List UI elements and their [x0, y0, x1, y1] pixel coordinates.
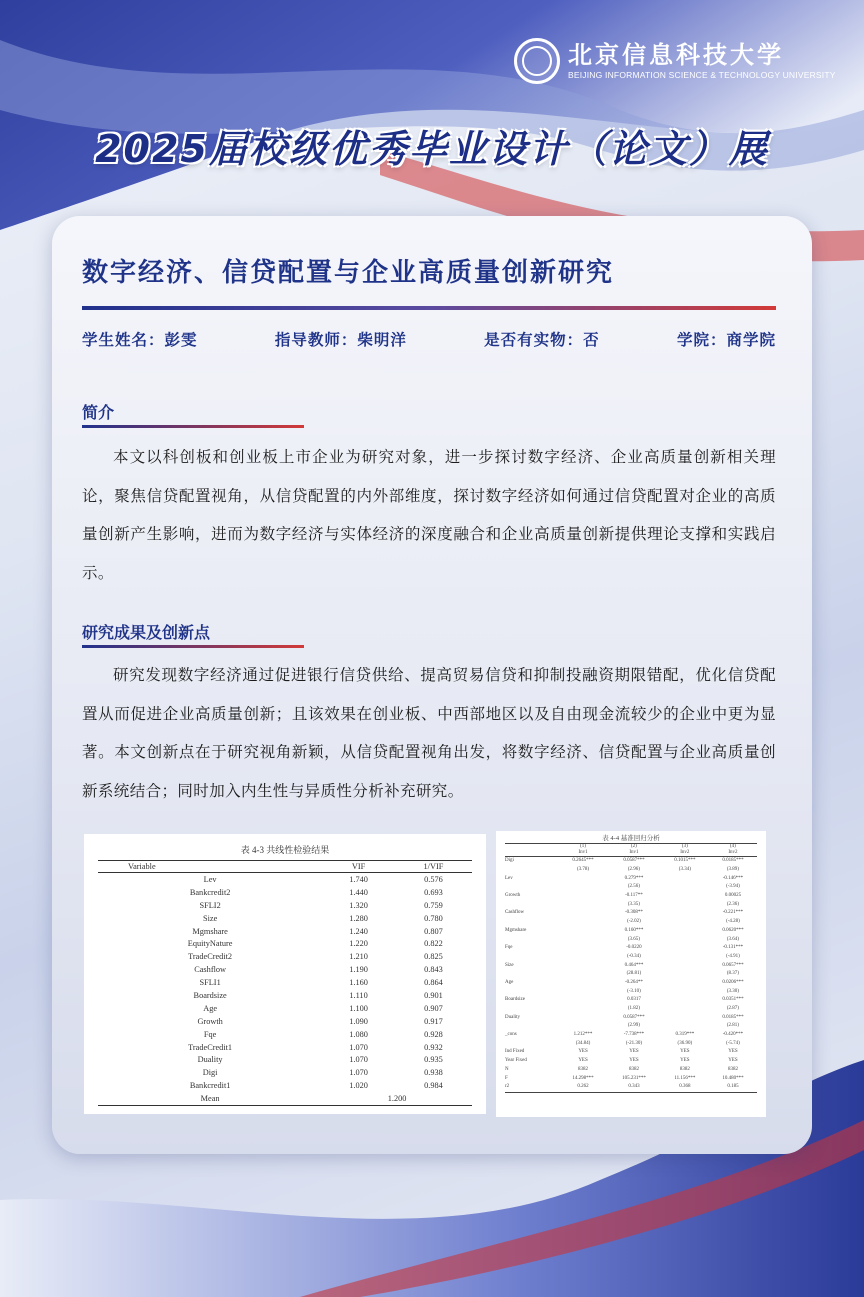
vif-table-mean-row: [98, 1092, 472, 1105]
regression-table-row: [505, 900, 757, 909]
vif-table-cell: 1.190: [349, 965, 368, 975]
regression-table-cell: (3.64): [726, 936, 739, 942]
title-rule: [82, 306, 776, 310]
vif-table-row: [98, 937, 472, 950]
vif-table-cell: 0.759: [424, 900, 443, 910]
regression-table-cell: [661, 883, 709, 892]
vif-table-row: [98, 925, 472, 938]
regression-table-cell: N: [505, 1066, 509, 1072]
regression-table-cell: [559, 961, 607, 970]
vif-table-cell: 1.320: [349, 900, 368, 910]
regression-col-name: Inv1: [607, 850, 661, 857]
regression-table-cell: [559, 970, 607, 979]
regression-table-cell: (3.65): [627, 936, 640, 942]
regression-table-cell: [661, 1005, 709, 1014]
regression-col-number: (3): [661, 844, 709, 851]
regression-table-cell: -0.264**: [624, 979, 643, 985]
regression-table-cell: 0.0587***: [623, 858, 645, 864]
regression-table-cell: 0.262: [559, 1083, 607, 1092]
vif-table-cell: Duality: [197, 1055, 223, 1065]
regression-table-cell: Duality: [505, 1014, 520, 1020]
regression-table-cell: (-3.94): [726, 884, 740, 890]
regression-table-cell: 0.0185***: [722, 858, 744, 864]
regression-table-cell: 0.343: [607, 1083, 661, 1092]
regression-table-cell: [505, 1039, 559, 1048]
vif-mean-label: Mean: [98, 1092, 322, 1105]
vif-col-header: VIF: [322, 861, 395, 873]
regression-table-cell: Year Fixed: [505, 1058, 527, 1064]
vif-table-row: [98, 976, 472, 989]
regression-table-cell: 8382: [578, 1066, 589, 1072]
vif-table-figure: [84, 834, 486, 1114]
regression-table-cell: 0.185: [709, 1083, 757, 1092]
vif-table-cell: 0.693: [424, 887, 443, 897]
regression-table-cell: [505, 935, 559, 944]
regression-table-cell: 14.298***: [572, 1075, 594, 1081]
regression-table-cell: 105.231***: [622, 1075, 646, 1081]
regression-table: [505, 843, 757, 1093]
university-name-cn: 北京信息科技大学: [568, 40, 784, 69]
regression-table-cell: [559, 874, 607, 883]
university-seal-icon: [514, 38, 560, 84]
vif-table-cell: SFLI2: [199, 900, 221, 910]
regression-table-cell: 0.1015***: [674, 858, 696, 864]
regression-table-cell: [661, 979, 709, 988]
regression-table-cell: [559, 935, 607, 944]
vif-table-cell: 1.070: [349, 1055, 368, 1065]
intro-paragraph: 本文以科创板和创业板上市企业为研究对象，进一步探讨数字经济、企业高质量创新相关理论，聚焦信贷配置视角，从信贷配置的内外部维度，探讨数字经济如何通过信贷配置对企业的高质量创新产生影响，进而为数字经济与实体经济的深度融合和企业高质量创新提供理论支撑和实践启示。: [82, 448, 776, 582]
regression-table-row: [505, 996, 757, 1005]
vif-table-cell: Boardsize: [193, 990, 227, 1000]
regression-table-cell: [559, 1022, 607, 1031]
regression-table-cell: YES: [728, 1058, 738, 1064]
results-paragraph: 研究发现数字经济通过促进银行信贷供给、提高贸易信贷和抑制投融资期限错配，优化信贷配置从而促进企业高质量创新；且该效果在创业板、中西部地区以及自由现金流较少的企业中更为显著。本文创新点在于研究视角新颖，从信贷配置视角出发，将数字经济、信贷配置与企业高质量创新系统结合；同时加入内生性与异质性分析补充研究。: [82, 666, 776, 800]
regression-table-cell: [559, 883, 607, 892]
regression-table-cell: -0.420***: [722, 1032, 744, 1038]
regression-table-row: [505, 970, 757, 979]
regression-table-cell: [559, 996, 607, 1005]
regression-table-cell: [661, 953, 709, 962]
regression-table-row: [505, 935, 757, 944]
vif-table-cell: 0.928: [424, 1029, 443, 1039]
regression-table-cell: [661, 892, 709, 901]
regression-table-cell: (-21.30): [625, 1040, 643, 1046]
regression-table-cell: -0.0220: [626, 945, 642, 951]
regression-table-cell: Age: [505, 979, 514, 985]
paper-title: 数字经济、信贷配置与企业高质量创新研究: [82, 258, 615, 288]
regression-table-cell: -0.221***: [722, 910, 744, 916]
vif-table-cell: 0.576: [424, 874, 443, 884]
regression-table-row: [505, 961, 757, 970]
meta-row: [82, 328, 776, 350]
regression-table-cell: _cons: [505, 1032, 517, 1038]
regression-table-cell: 0.160***: [624, 927, 644, 933]
vif-table-cell: 1.070: [349, 1068, 368, 1078]
regression-col-name: Inv2: [661, 850, 709, 857]
regression-table-cell: Mgmshare: [505, 927, 527, 933]
regression-table-row: [505, 918, 757, 927]
vif-table-cell: 1.020: [349, 1081, 368, 1091]
vif-table-cell: Mgmshare: [192, 926, 228, 936]
vif-table-row: [98, 989, 472, 1002]
regression-col-name: Inv2: [709, 850, 757, 857]
regression-table-figure: [496, 831, 766, 1117]
regression-table-cell: [661, 1013, 709, 1022]
regression-table-cell: [505, 1005, 559, 1014]
regression-table-cell: 0.0657***: [722, 962, 744, 968]
vif-table-cell: TradeCredit1: [188, 1042, 233, 1052]
vif-table-cell: 1.210: [349, 952, 368, 962]
regression-table-cell: 0.368: [661, 1083, 709, 1092]
regression-table-cell: [559, 909, 607, 918]
vif-table-cell: Digi: [202, 1068, 218, 1078]
regression-table-cell: [559, 1005, 607, 1014]
regression-table-cell: (2.56): [627, 884, 640, 890]
regression-table-cell: YES: [629, 1049, 639, 1055]
vif-table-cell: Cashflow: [194, 965, 227, 975]
regression-col-name: Inv1: [559, 850, 607, 857]
regression-table-cell: 1.212***: [573, 1032, 593, 1038]
regression-table-row: [505, 1031, 757, 1040]
regression-table-cell: (-0.34): [627, 953, 641, 959]
regression-col-number: (2): [607, 844, 661, 851]
regression-table-row: [505, 987, 757, 996]
regression-table-cell: [661, 874, 709, 883]
regression-table-row: [505, 1022, 757, 1031]
regression-table-cell: -7.738***: [623, 1032, 645, 1038]
regression-table-cell: -0.146***: [722, 875, 744, 881]
regression-table-row: [505, 874, 757, 883]
vif-table-cell: Lev: [203, 874, 217, 884]
vif-table-row: [98, 912, 472, 925]
vif-table-cell: 1.100: [349, 1003, 368, 1013]
vif-table-cell: 1.740: [349, 874, 368, 884]
regression-table-cell: [661, 927, 709, 936]
vif-table-row: [98, 1002, 472, 1015]
vif-table-cell: 1.280: [349, 913, 368, 923]
regression-table-row: [505, 857, 757, 866]
vif-table-cell: 0.843: [424, 965, 443, 975]
results-rule: [82, 645, 304, 648]
regression-table-cell: (3.30): [726, 988, 739, 994]
regression-table-cell: 8382: [679, 1066, 690, 1072]
regression-table-cell: Growth: [505, 893, 521, 899]
regression-table-cell: [661, 961, 709, 970]
vif-table-row: [98, 873, 472, 886]
regression-table-row: [505, 1039, 757, 1048]
regression-table-cell: (2.81): [726, 1023, 739, 1029]
vif-table-row: [98, 1015, 472, 1028]
regression-table-row: [505, 927, 757, 936]
vif-table-cell: 1.080: [349, 1029, 368, 1039]
regression-table-cell: YES: [680, 1058, 690, 1064]
regression-table-cell: (3.35): [627, 901, 640, 907]
vif-table-cell: 1.240: [349, 926, 368, 936]
regression-table-cell: YES: [680, 1049, 690, 1055]
intro-rule: [82, 425, 304, 428]
regression-table-cell: 0.0206***: [722, 979, 744, 985]
regression-table-cell: 0.0620***: [722, 927, 744, 933]
regression-table-cell: (8.37): [726, 971, 739, 977]
vif-table-cell: SFLI1: [199, 978, 221, 988]
regression-table-cell: (2.87): [726, 1006, 739, 1012]
regression-table-cell: (2.96): [627, 867, 640, 873]
vif-table-cell: 0.901: [424, 990, 443, 1000]
regression-table-cell: -0.117**: [625, 893, 643, 899]
regression-table-cell: 0.464***: [624, 962, 644, 968]
physical-item: 是否有实物：否: [484, 331, 600, 349]
regression-table-cell: (36.90): [677, 1040, 693, 1046]
regression-table-cell: Size: [505, 962, 514, 968]
regression-table-row: [505, 1048, 757, 1057]
vif-table-cell: Size: [202, 913, 218, 923]
regression-table-cell: [505, 970, 559, 979]
regression-table-cell: [559, 987, 607, 996]
regression-table-cell: (-5.74): [726, 1040, 740, 1046]
vif-table-cell: EquityNature: [187, 939, 233, 949]
regression-table-cell: [505, 900, 559, 909]
vif-table-row: [98, 1079, 472, 1092]
vif-table-row: [98, 950, 472, 963]
regression-table-cell: [505, 1022, 559, 1031]
regression-table-cell: [505, 866, 559, 875]
regression-table-cell: [661, 944, 709, 953]
vif-table-cell: Age: [203, 1003, 218, 1013]
vif-table-cell: 1.160: [349, 978, 368, 988]
regression-table-cell: r2: [505, 1083, 559, 1092]
vif-table-cell: 1.440: [349, 887, 368, 897]
regression-col-number: (4): [709, 844, 757, 851]
regression-table-row: [505, 1066, 757, 1075]
regression-table-cell: 0.00025: [724, 893, 742, 899]
vif-table-row: [98, 1053, 472, 1066]
regression-table-cell: [559, 944, 607, 953]
regression-table-cell: (3.78): [576, 867, 590, 873]
regression-table-cell: 8382: [628, 1066, 639, 1072]
vif-col-header: Variable: [98, 861, 322, 873]
vif-table-cell: 0.907: [424, 1003, 443, 1013]
regression-table-cell: 0.319***: [675, 1032, 695, 1038]
regression-table-row: [505, 944, 757, 953]
vif-table-row: [98, 1066, 472, 1079]
regression-table-row: [505, 1083, 757, 1092]
regression-table-cell: [661, 970, 709, 979]
regression-table-cell: (2.99): [627, 1023, 640, 1029]
vif-table-cell: 1.220: [349, 939, 368, 949]
regression-table-cell: [559, 892, 607, 901]
vif-table-cell: Bankcredit2: [189, 887, 231, 897]
vif-table-cell: 0.825: [424, 952, 443, 962]
vif-mean-value: 1.200: [322, 1092, 472, 1105]
regression-table-cell: -0.308**: [624, 910, 643, 916]
university-name-en: BEIJING INFORMATION SCIENCE & TECHNOLOGY UNIVERSITY: [568, 70, 836, 80]
regression-table-cell: [661, 935, 709, 944]
regression-table-cell: [559, 953, 607, 962]
regression-table-cell: Lev: [505, 875, 513, 881]
regression-table-cell: [505, 883, 559, 892]
vif-table-cell: 0.864: [424, 978, 443, 988]
regression-table-cell: 0.0185***: [722, 1014, 744, 1020]
intro-heading: 简介: [82, 403, 115, 422]
regression-table-cell: [559, 927, 607, 936]
regression-table-cell: 0.0317: [627, 997, 641, 1003]
regression-table-row: [505, 1057, 757, 1066]
regression-table-cell: (3.34): [678, 867, 691, 873]
vif-table-row: [98, 899, 472, 912]
regression-table-cell: F: [505, 1075, 508, 1081]
regression-table-cell: Cashflow: [505, 910, 525, 916]
vif-table-cell: 0.780: [424, 913, 443, 923]
vif-table-row: [98, 1041, 472, 1054]
regression-table-cell: 0.2645***: [572, 858, 594, 864]
regression-table-cell: (-4.28): [726, 919, 740, 925]
vif-table-cell: 1.070: [349, 1042, 368, 1052]
exhibition-banner: 2025届校级优秀毕业设计（论文）展: [95, 127, 769, 171]
student-name: 学生姓名：彭雯: [82, 331, 198, 349]
university-logo: [514, 38, 836, 84]
vif-table-cell: 0.917: [424, 1016, 443, 1026]
vif-col-header: 1/VIF: [395, 861, 472, 873]
regression-table-cell: YES: [578, 1058, 588, 1064]
regression-table-cell: 11.156***: [674, 1075, 696, 1081]
regression-table-cell: [661, 1022, 709, 1031]
regression-table-cell: 0.279***: [624, 875, 644, 881]
vif-table-cell: 1.110: [349, 990, 368, 1000]
vif-table-cell: 0.938: [424, 1068, 443, 1078]
regression-table-cell: [505, 953, 559, 962]
regression-table-cell: Digi: [505, 858, 514, 864]
regression-table-cell: (-3.10): [627, 988, 641, 994]
regression-table-row: [505, 892, 757, 901]
regression-table-row: [505, 866, 757, 875]
regression-table-cell: [505, 918, 559, 927]
regression-table-cell: YES: [578, 1049, 588, 1055]
regression-table-row: [505, 883, 757, 892]
vif-table-cell: 0.984: [424, 1081, 443, 1091]
regression-table-cell: (34.84): [575, 1040, 591, 1046]
vif-table-row: [98, 886, 472, 899]
regression-table-cell: [661, 918, 709, 927]
regression-table-cell: [661, 909, 709, 918]
regression-table-cell: (1.82): [627, 1006, 640, 1012]
regression-table-row: [505, 1013, 757, 1022]
advisor-name: 指导教师：柴明洋: [274, 331, 407, 349]
regression-col-number: (1): [559, 844, 607, 851]
regression-table-cell: 0.0351***: [722, 997, 744, 1003]
paper-card: [52, 216, 812, 1154]
regression-table-cell: Fqe: [505, 945, 513, 951]
vif-table: [98, 860, 472, 1106]
regression-table-cell: [661, 987, 709, 996]
regression-table-cell: (-4.91): [726, 953, 740, 959]
regression-table-row: [505, 909, 757, 918]
vif-table-cell: 1.090: [349, 1016, 368, 1026]
vif-table-cell: 0.807: [424, 926, 443, 936]
regression-table-cell: [505, 987, 559, 996]
regression-table-row: [505, 953, 757, 962]
regression-table-cell: Ind Fixed: [505, 1049, 525, 1055]
regression-table-caption: 表 4-4 基准回归分析: [602, 835, 660, 842]
regression-table-row: [505, 979, 757, 988]
vif-table-caption: 表 4-3 共线性检验结果: [240, 845, 330, 855]
vif-table-cell: Bankcredit1: [189, 1081, 231, 1091]
vif-table-cell: Fqe: [203, 1029, 217, 1039]
regression-table-cell: 8382: [727, 1066, 738, 1072]
regression-table-cell: 10.480***: [722, 1075, 744, 1081]
regression-table-cell: (28.81): [626, 971, 642, 977]
regression-table-cell: 0.0587***: [623, 1014, 645, 1020]
regression-table-cell: (2.36): [726, 901, 739, 907]
results-heading: 研究成果及创新点: [82, 623, 211, 642]
vif-table-cell: 0.822: [424, 939, 443, 949]
regression-table-cell: (3.89): [726, 867, 739, 873]
regression-table-cell: (-2.02): [627, 919, 641, 925]
vif-table-cell: 0.935: [424, 1055, 443, 1065]
vif-table-row: [98, 1028, 472, 1041]
regression-table-cell: [559, 979, 607, 988]
regression-table-cell: [661, 996, 709, 1005]
regression-table-cell: [559, 900, 607, 909]
regression-table-cell: YES: [629, 1058, 639, 1064]
regression-table-cell: [559, 1013, 607, 1022]
college-name: 学院：商学院: [676, 331, 776, 349]
regression-table-cell: Boardsize: [505, 997, 525, 1003]
regression-table-cell: [661, 900, 709, 909]
regression-table-cell: -0.131***: [722, 945, 744, 951]
regression-table-cell: [559, 918, 607, 927]
vif-table-row: [98, 963, 472, 976]
regression-table-cell: YES: [728, 1049, 738, 1055]
vif-table-cell: 0.932: [424, 1042, 443, 1052]
vif-table-cell: Growth: [197, 1016, 223, 1026]
regression-table-row: [505, 1005, 757, 1014]
vif-table-cell: TradeCredit2: [188, 952, 233, 962]
regression-table-row: [505, 1074, 757, 1083]
